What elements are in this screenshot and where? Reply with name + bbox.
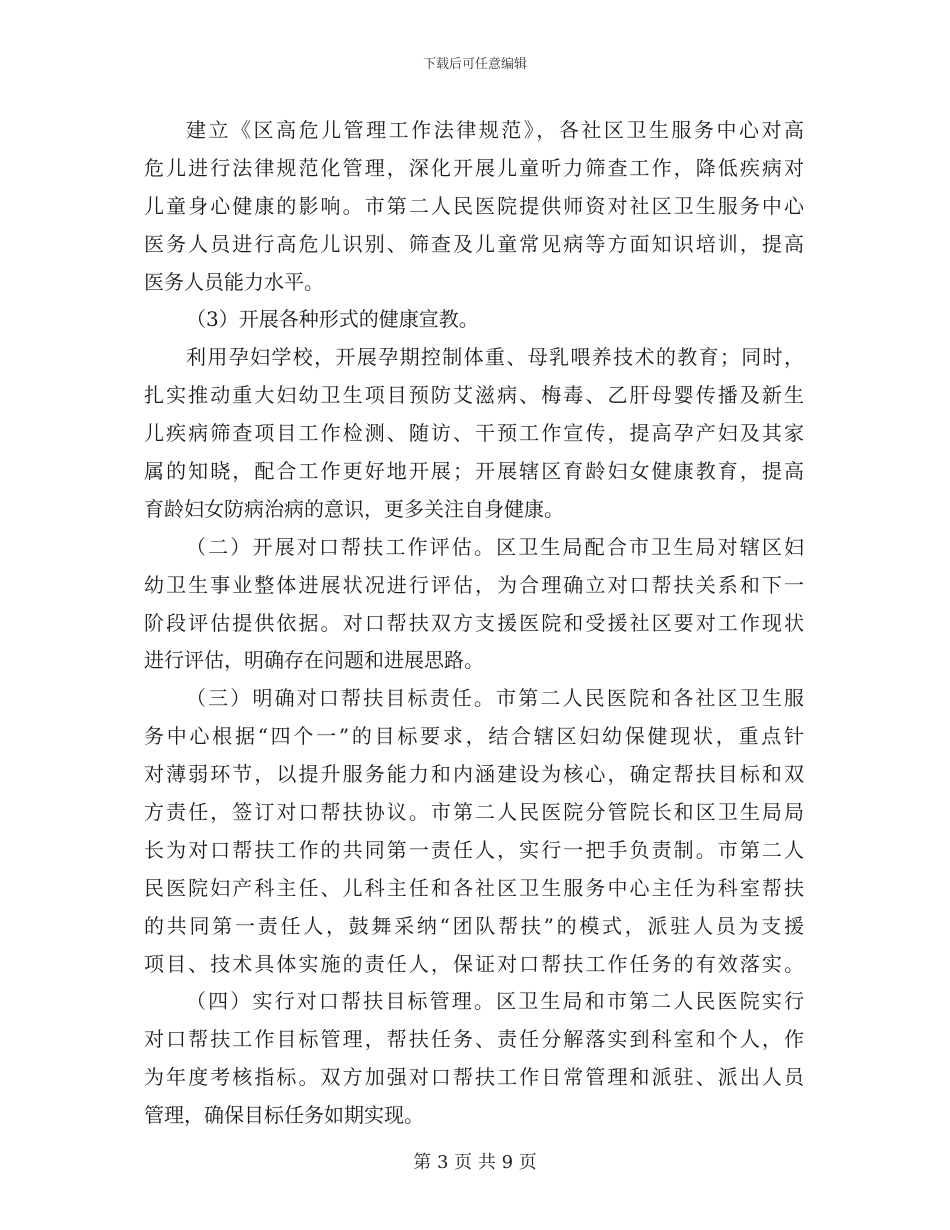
document-body bbox=[144, 112, 804, 1135]
text-line: 为年度考核指标。双方加强对口帮扶工作日常管理和派驻、派出人员 bbox=[144, 1065, 804, 1090]
text-line: 建立《区高危儿管理工作法律规范》，各社区卫生服务中心对高 bbox=[186, 118, 804, 142]
text-line: 对口帮扶工作目标管理，帮扶任务、责任分解落实到科室和个人，作 bbox=[144, 1027, 804, 1052]
text-line: 利用孕妇学校，开展孕期控制体重、母乳喂养技术的教育；同时， bbox=[186, 345, 804, 370]
text-line: 儿疾病筛查项目工作检测、随访、干预工作宣传，提高孕产妇及其家 bbox=[144, 421, 804, 446]
text-line: 方责任，签订对口帮扶协议。市第二人民医院分管院长和区卫生局局 bbox=[144, 800, 804, 825]
text-line: 项目、技术具体实施的责任人，保证对口帮扶工作任务的有效落实。 bbox=[144, 951, 804, 976]
text-line: 幼卫生事业整体进展状况进行评估，为合理确立对口帮扶关系和下一 bbox=[144, 572, 804, 597]
text-line: 医务人员进行高危儿识别、筛查及儿童常见病等方面知识培训，提高 bbox=[144, 231, 804, 256]
text-line: 的共同第一责任人，鼓舞采纳“团队帮扶”的模式，派驻人员为支援 bbox=[144, 913, 804, 938]
text-line: 对薄弱环节，以提升服务能力和内涵建设为核心，确定帮扶目标和双 bbox=[144, 762, 804, 787]
text-line: 扎实推动重大妇幼卫生项目预防艾滋病、梅毒、乙肝母婴传播及新生 bbox=[144, 383, 804, 408]
page-number-footer: 第 3 页 共 9 页 bbox=[413, 1152, 537, 1173]
text-line: 属的知晓，配合工作更好地开展；开展辖区育龄妇女健康教育，提高 bbox=[144, 459, 804, 484]
text-line: 儿童身心健康的影响。市第二人民医院提供师资对社区卫生服务中心 bbox=[144, 193, 804, 218]
page-header: 下载后可任意编辑 bbox=[422, 57, 527, 72]
text-line: 务中心根据“四个一”的目标要求，结合辖区妇幼保健现状，重点针 bbox=[144, 724, 804, 749]
text-line: 危儿进行法律规范化管理，深化开展儿童听力筛查工作，降低疾病对 bbox=[144, 155, 804, 180]
text-line: 民医院妇产科主任、儿科主任和各社区卫生服务中心主任为科室帮扶 bbox=[144, 875, 804, 900]
text-line: （三）明确对口帮扶目标责任。市第二人民医院和各社区卫生服 bbox=[186, 686, 804, 711]
text-line: 进行评估，明确存在问题和进展思路。 bbox=[144, 648, 484, 673]
text-line: （3）开展各种形式的健康宣教。 bbox=[186, 307, 479, 332]
text-line: 阶段评估提供依据。对口帮扶双方支援医院和受援社区要对工作现状 bbox=[144, 610, 804, 635]
text-line: 长为对口帮扶工作的共同第一责任人，实行一把手负责制。市第二人 bbox=[144, 837, 804, 862]
text-line: （四）实行对口帮扶目标管理。区卫生局和市第二人民医院实行 bbox=[186, 989, 804, 1014]
text-line: 管理，确保目标任务如期实现。 bbox=[144, 1103, 424, 1128]
text-line: （二）开展对口帮扶工作评估。区卫生局配合市卫生局对辖区妇 bbox=[186, 534, 804, 559]
text-line: 育龄妇女防病治病的意识，更多关注自身健康。 bbox=[144, 496, 564, 521]
text-line: 医务人员能力水平。 bbox=[144, 269, 324, 294]
